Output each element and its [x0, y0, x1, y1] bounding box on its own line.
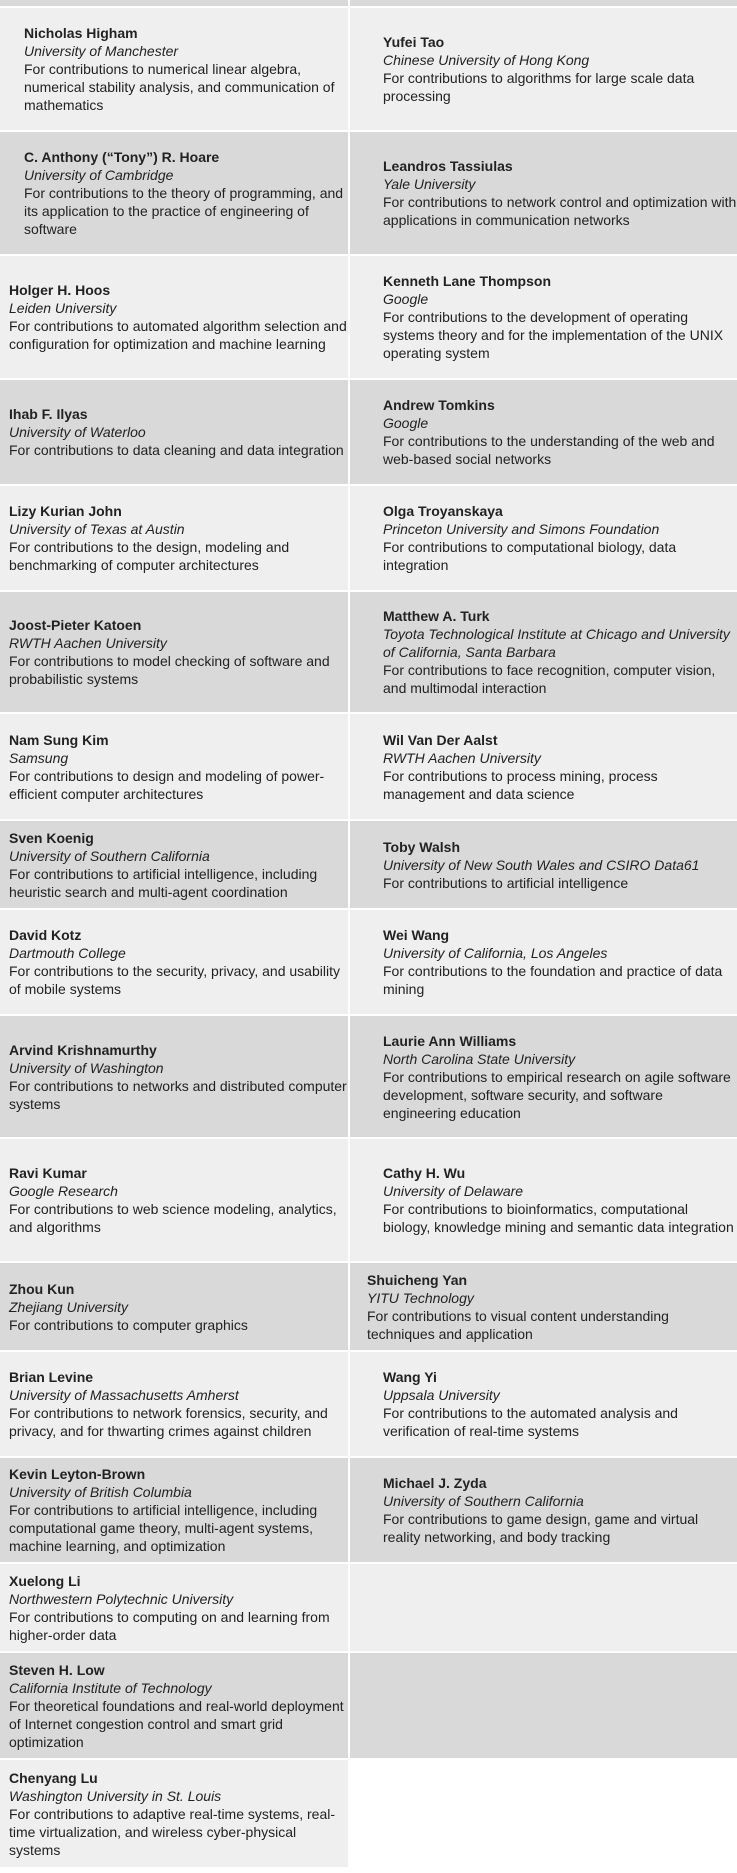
fellow-cell — [0, 256, 348, 378]
fellow-citation: For contributions to network forensics, security, and privacy, and for thwarting crimes against children — [9, 1405, 328, 1439]
fellow-affiliation: North Carolina State University — [383, 1050, 576, 1067]
table-row — [0, 256, 737, 380]
fellow-name: Joost-Pieter Katoen — [9, 617, 142, 633]
fellow-name: Michael J. Zyda — [383, 1475, 487, 1491]
fellow-affiliation: University of Texas at Austin — [9, 521, 185, 537]
table-row — [0, 1352, 737, 1458]
fellow-citation: For contributions to the design, modeling and benchmarking of computer architectures — [9, 539, 290, 573]
fellow-affiliation: Yale University — [383, 176, 476, 192]
fellow-affiliation: Zhejiang University — [9, 1298, 129, 1315]
fellow-cell — [348, 486, 737, 590]
fellow-affiliation: University of New South Wales and CSIRO Data61 — [383, 856, 700, 873]
table-row — [0, 380, 737, 486]
fellow-affiliation: RWTH Aachen University — [9, 635, 167, 651]
fellow-cell — [348, 910, 737, 1014]
fellow-affiliation: University of Massachusetts Amherst — [9, 1387, 239, 1403]
fellow-cell — [0, 132, 348, 254]
fellow-citation: For contributions to process mining, process management and data science — [383, 767, 658, 802]
fellow-affiliation: University of Cambridge — [24, 167, 174, 183]
fellow-affiliation: Google — [383, 415, 429, 431]
fellow-citation: For contributions to automated algorithm selection and configuration for optimization and machine learning — [9, 318, 347, 352]
fellow-affiliation: Uppsala University — [383, 1387, 500, 1403]
fellow-cell — [348, 8, 737, 130]
fellow-name: Xuelong Li — [9, 1572, 81, 1589]
fellow-cell — [348, 1458, 737, 1562]
fellow-cell — [348, 1263, 737, 1350]
fellow-name: Ihab F. Ilyas — [9, 406, 88, 422]
fellow-affiliation: University of California, Los Angeles — [383, 945, 608, 961]
fellow-name: Leandros Tassiulas — [383, 158, 513, 174]
fellow-cell — [0, 1458, 348, 1562]
fellow-affiliation: Google Research — [9, 1183, 118, 1199]
table-row — [0, 1653, 737, 1760]
fellow-citation: For contributions to web science modeling, analytics, and algorithms — [9, 1201, 337, 1235]
fellow-citation: For contributions to the development of operating systems theory and for the implementation of the UNIX operating system — [383, 309, 724, 361]
fellow-name: Cathy H. Wu — [383, 1165, 466, 1181]
fellow-citation: For contributions to computer graphics — [9, 1316, 248, 1333]
fellow-affiliation: Northwestern Polytechnic University — [9, 1590, 234, 1607]
fellow-name: Andrew Tomkins — [383, 397, 495, 413]
fellow-name: Ravi Kumar — [9, 1165, 87, 1181]
fellow-cell — [0, 1653, 348, 1758]
table-row — [0, 1760, 737, 1867]
fellow-cell — [0, 1263, 348, 1350]
fellow-cell — [0, 1352, 348, 1456]
fellow-affiliation: Leiden University — [9, 300, 117, 316]
fellow-citation: For contributions to the foundation and practice of data mining — [383, 963, 723, 997]
fellow-cell — [348, 592, 737, 712]
fellow-name: Toby Walsh — [383, 838, 460, 855]
fellow-affiliation: University of Delaware — [383, 1183, 524, 1199]
fellow-name: Wil Van Der Aalst — [383, 731, 498, 748]
fellow-citation: For contributions to numerical linear algebra, numerical stability analysis, and communication of mathematics — [24, 61, 335, 113]
fellow-affiliation: RWTH Aachen University — [383, 749, 541, 766]
fellow-cell — [0, 8, 348, 130]
fellow-name: Holger H. Hoos — [9, 282, 111, 298]
table-row — [0, 132, 737, 256]
fellow-citation: For contributions to artificial intelligence, including computational game theory, multi-agent systems, machine learning, and optimization — [9, 1502, 318, 1554]
fellow-citation: For contributions to the understanding of the web and web-based social networks — [383, 433, 715, 467]
fellow-cell — [348, 380, 737, 484]
fellow-affiliation: YITU Technology — [367, 1289, 474, 1306]
fellow-cell — [348, 1139, 737, 1261]
fellow-affiliation: University of Washington — [9, 1059, 164, 1076]
fellow-citation: For contributions to network control and optimization with applications in communication networks — [383, 194, 737, 228]
empty-cell — [348, 1564, 737, 1651]
fellow-cell — [348, 821, 737, 908]
table-row — [0, 1458, 737, 1564]
fellow-affiliation: University of Manchester — [24, 43, 179, 59]
fellow-cell — [0, 486, 348, 590]
fellow-affiliation: Princeton University and Simons Foundation — [383, 521, 660, 537]
table-top-edge — [0, 0, 737, 8]
fellow-citation: For contributions to adaptive real-time systems, real-time virtualization, and wireless cyber-physical systems — [9, 1805, 336, 1858]
fellow-cell — [0, 714, 348, 819]
fellow-citation: For contributions to empirical research on agile software development, software security, and software engineering education — [383, 1068, 731, 1121]
fellow-citation: For contributions to model checking of software and probabilistic systems — [9, 653, 330, 687]
fellow-citation: For contributions to data cleaning and data integration — [9, 442, 344, 458]
fellow-citation: For contributions to game design, game and virtual reality networking, and body tracking — [383, 1511, 699, 1545]
fellow-name: Zhou Kun — [9, 1280, 75, 1297]
fellow-name: Nam Sung Kim — [9, 731, 109, 748]
fellow-cell — [0, 1760, 348, 1867]
table-row — [0, 486, 737, 592]
table-row — [0, 714, 737, 821]
fellow-cell — [348, 132, 737, 254]
fellow-citation: For contributions to bioinformatics, computational biology, knowledge mining and semantic data integration — [383, 1201, 734, 1235]
fellow-citation: For contributions to face recognition, computer vision, and multimodal interaction — [383, 662, 716, 696]
fellow-cell — [0, 1139, 348, 1261]
table-row — [0, 1564, 737, 1653]
fellow-citation: For contributions to algorithms for large scale data processing — [383, 70, 695, 104]
table-row — [0, 910, 737, 1016]
fellow-citation: For contributions to design and modeling of power-efficient computer architectures — [9, 767, 325, 802]
fellow-citation: For contributions to the theory of programming, and its application to the practice of engineering of software — [24, 185, 344, 237]
fellow-name: Matthew A. Turk — [383, 608, 490, 624]
fellow-citation: For contributions to computational biology, data integration — [383, 539, 677, 573]
empty-cell — [348, 1653, 737, 1758]
fellow-cell — [348, 714, 737, 819]
fellow-affiliation: University of Southern California — [383, 1493, 584, 1509]
fellow-affiliation: Washington University in St. Louis — [9, 1787, 222, 1804]
fellow-cell — [348, 1016, 737, 1137]
fellow-name: Sven Koenig — [9, 829, 94, 846]
fellow-affiliation: University of Waterloo — [9, 424, 146, 440]
fellow-affiliation: Dartmouth College — [9, 945, 126, 961]
fellow-cell — [0, 380, 348, 484]
fellow-citation: For contributions to networks and distributed computer systems — [9, 1077, 347, 1112]
fellow-citation: For contributions to artificial intelligence, including heuristic search and multi-agent coordination — [9, 865, 318, 900]
table-row — [0, 821, 737, 910]
fellow-name: Nicholas Higham — [24, 25, 138, 41]
fellow-citation: For contributions to the automated analysis and verification of real-time systems — [383, 1405, 678, 1439]
fellow-name: Kevin Leyton-Brown — [9, 1466, 146, 1482]
fellow-name: Brian Levine — [9, 1369, 94, 1385]
fellow-citation: For contributions to artificial intelligence — [383, 874, 629, 891]
table-row — [0, 8, 737, 132]
fellow-affiliation: Google — [383, 291, 429, 307]
fellow-affiliation: University of Southern California — [9, 847, 210, 864]
fellow-cell — [0, 821, 348, 908]
fellow-affiliation: Samsung — [9, 749, 69, 766]
fellow-citation: For contributions to computing on and learning from higher-order data — [9, 1608, 330, 1643]
empty-cell — [348, 1760, 737, 1867]
fellow-citation: For contributions to the security, privacy, and usability of mobile systems — [9, 963, 340, 997]
fellow-cell — [0, 1016, 348, 1137]
fellow-affiliation: Toyota Technological Institute at Chicago and University of California, Santa Barbara — [383, 626, 730, 660]
table-row — [0, 592, 737, 714]
table-row — [0, 1139, 737, 1263]
fellow-name: Laurie Ann Williams — [383, 1032, 517, 1049]
fellow-cell — [348, 1352, 737, 1456]
fellow-cell — [0, 592, 348, 712]
fellow-name: Chenyang Lu — [9, 1769, 98, 1786]
fellow-affiliation: California Institute of Technology — [9, 1679, 212, 1696]
fellow-cell — [0, 1564, 348, 1651]
fellow-cell — [348, 256, 737, 378]
fellow-cell — [0, 910, 348, 1014]
fellow-affiliation: University of British Columbia — [9, 1484, 192, 1500]
fellow-name: Wang Yi — [383, 1369, 437, 1385]
table-row — [0, 1263, 737, 1352]
fellow-citation: For contributions to visual content understanding techniques and application — [367, 1307, 669, 1342]
fellow-affiliation: Chinese University of Hong Kong — [383, 52, 590, 68]
fellow-name: Arvind Krishnamurthy — [9, 1041, 157, 1058]
fellow-name: Steven H. Low — [9, 1661, 105, 1678]
table-row — [0, 1016, 737, 1139]
fellow-name: Lizy Kurian John — [9, 503, 122, 519]
fellow-name: Wei Wang — [383, 927, 450, 943]
fellow-name: Shuicheng Yan — [367, 1271, 468, 1288]
fellow-citation: For theoretical foundations and real-world deployment of Internet congestion control and smart grid optimization — [9, 1697, 344, 1750]
fellow-name: Olga Troyanskaya — [383, 503, 503, 519]
fellow-name: David Kotz — [9, 927, 82, 943]
fellow-name: C. Anthony (“Tony”) R. Hoare — [24, 149, 220, 165]
fellow-name: Yufei Tao — [383, 34, 445, 50]
fellow-name: Kenneth Lane Thompson — [383, 273, 551, 289]
